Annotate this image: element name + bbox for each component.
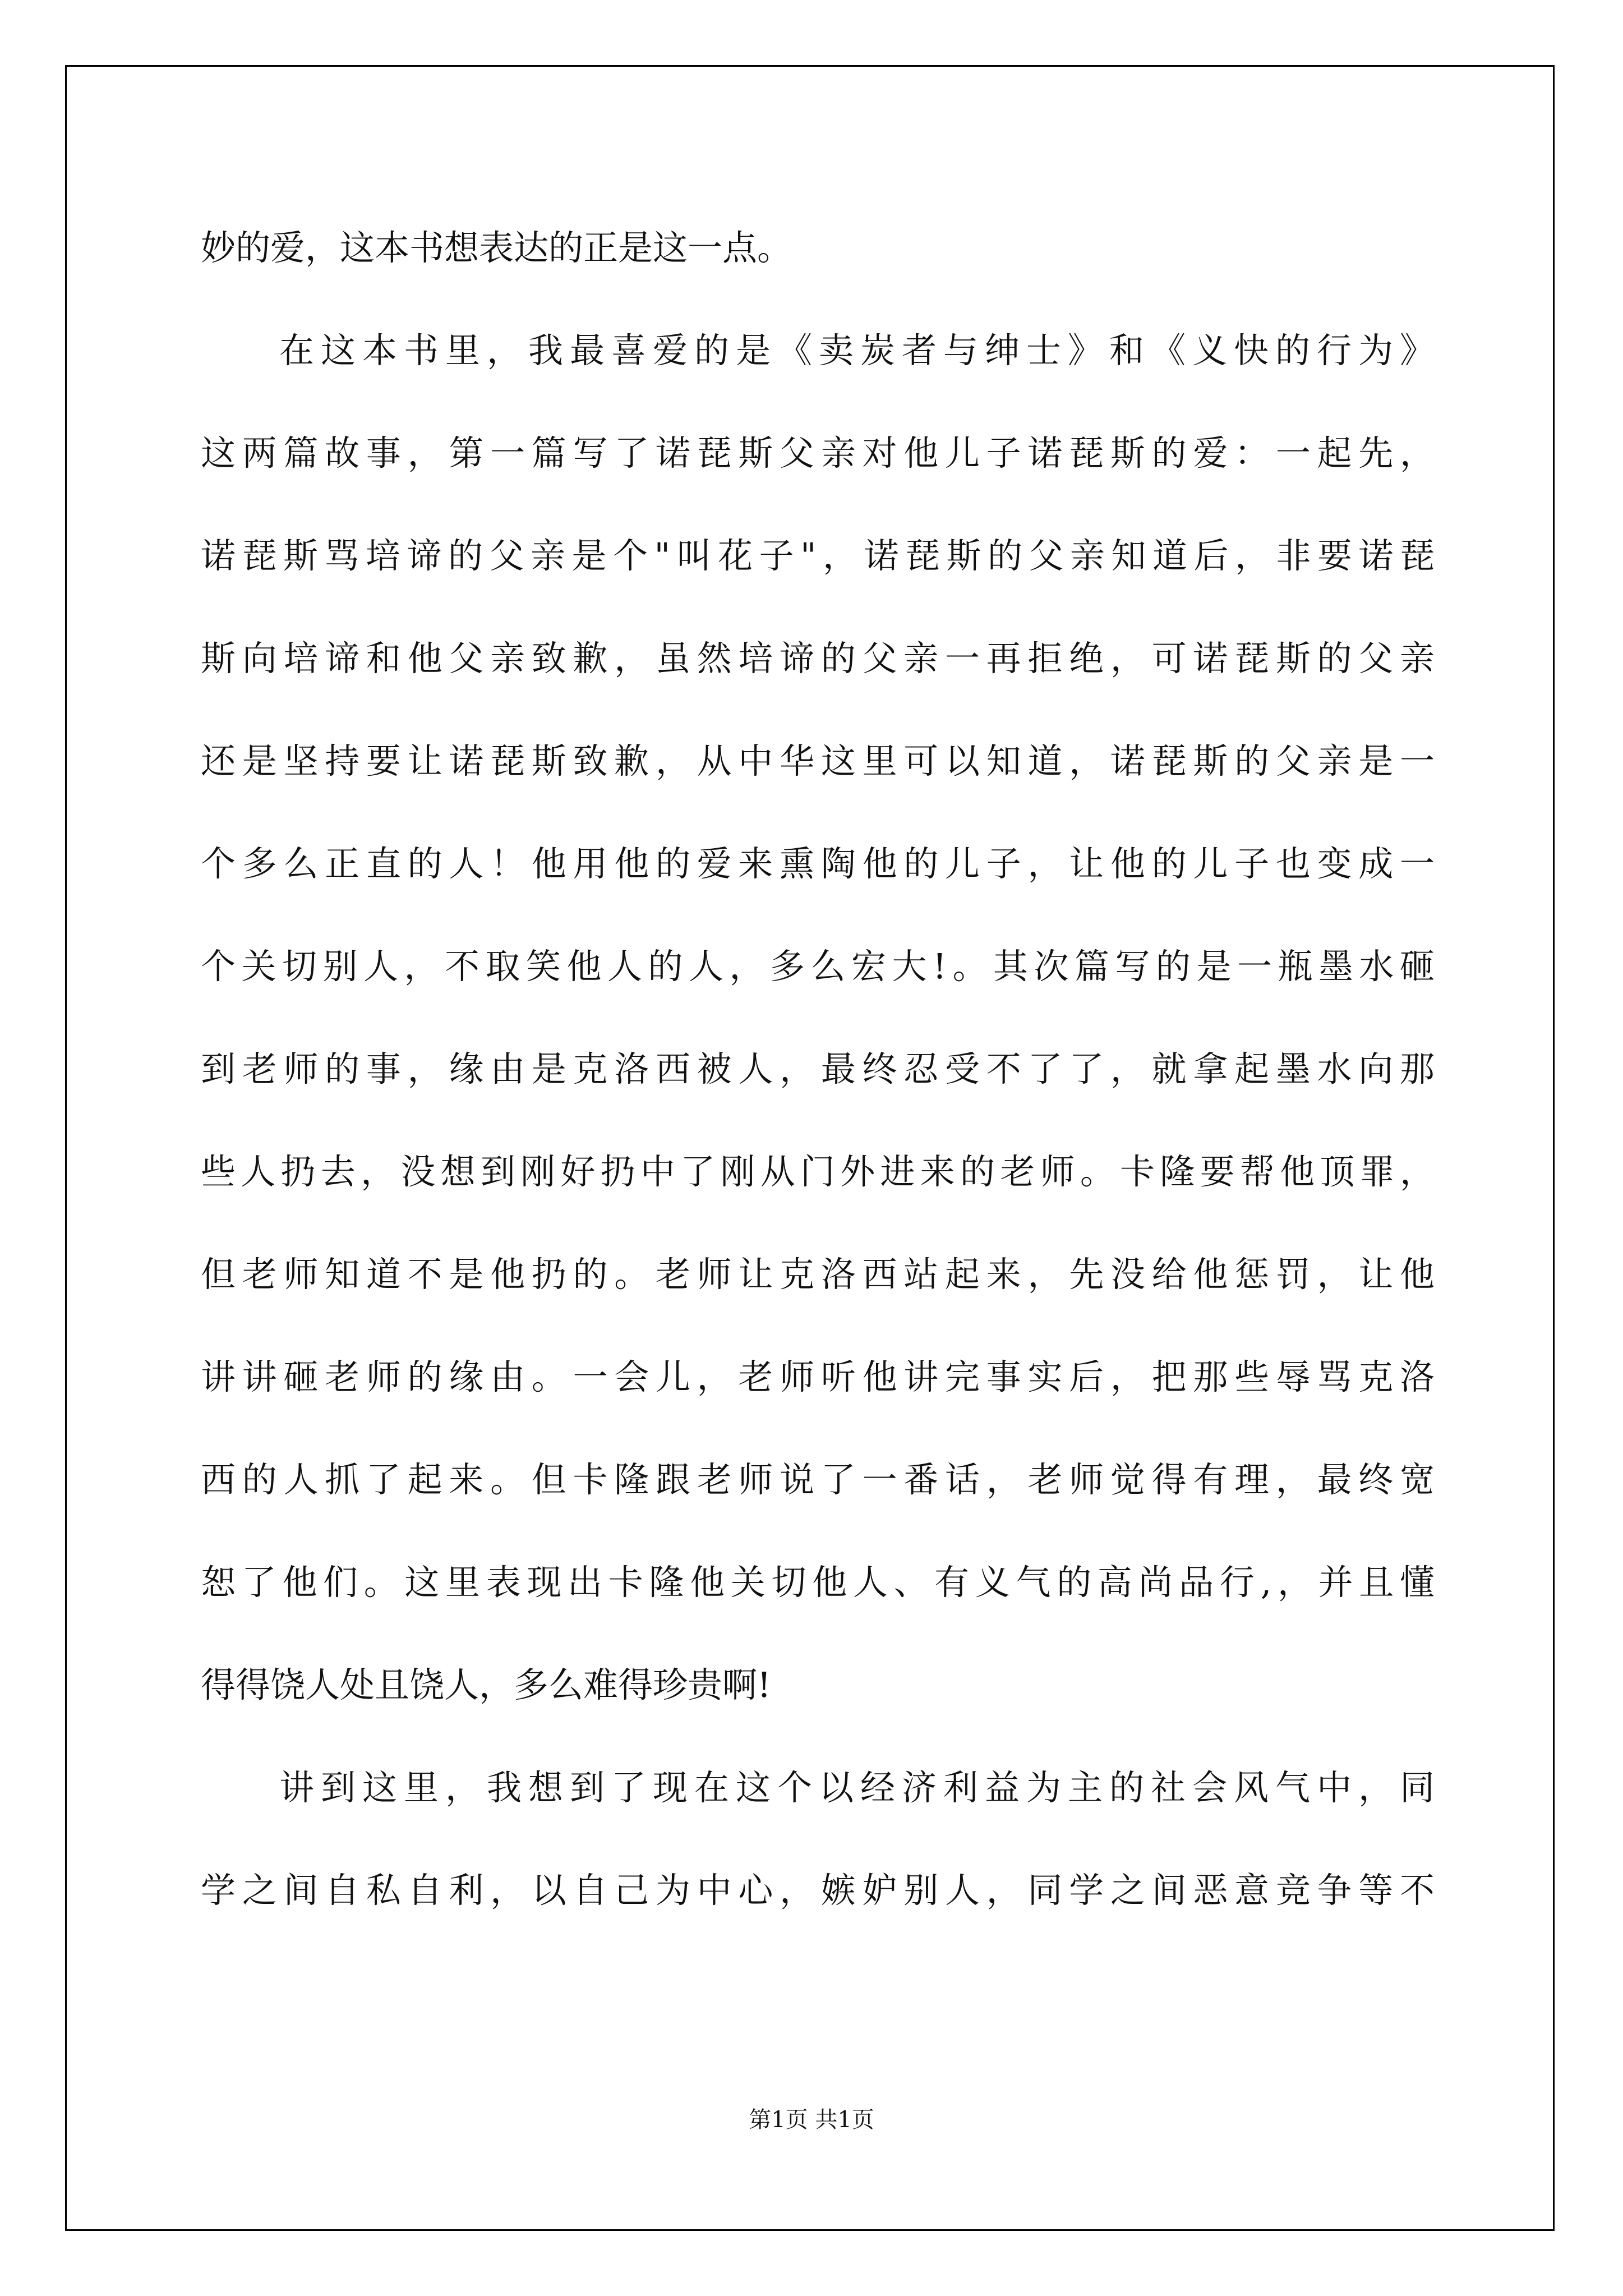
text-line: 在这本书里，我最喜爱的是《卖炭者与绅士》和《义快的行为》 [279, 330, 1435, 371]
text-line: 讲到这里，我想到了现在这个以经济利益为主的社会风气中，同 [279, 1767, 1435, 1808]
document-body [201, 196, 1435, 1941]
text-line: 西的人抓了起来。但卡隆跟老师说了一番话，老师觉得有理，最终宽 [201, 1459, 1435, 1500]
text-line: 这两篇故事，第一篇写了诺琵斯父亲对他儿子诺琵斯的爱：一起先， [201, 432, 1435, 473]
text-line: 学之间自私自利，以自己为中心，嫉妒别人，同学之间恶意竞争等不 [201, 1870, 1435, 1911]
text-line: 但老师知道不是他扔的。老师让克洛西站起来，先没给他惩罚，让他 [201, 1254, 1435, 1295]
text-line: 还是坚持要让诺琵斯致歉，从中华这里可以知道，诺琵斯的父亲是一 [201, 740, 1435, 781]
text-line: 妙的爱，这本书想表达的正是这一点。 [201, 227, 792, 268]
text-line: 恕了他们。这里表现出卡隆他关切他人、有义气的高尚品行,，并且懂 [201, 1562, 1435, 1603]
text-line: 个关切别人，不取笑他人的人，多么宏大!。其次篇写的是一瓶墨水砸 [201, 946, 1435, 987]
page-footer: 第1页 共1页 [749, 2107, 874, 2133]
text-line: 得得饶人处且饶人，多么难得珍贵啊! [201, 1664, 771, 1705]
text-line: 斯向培谛和他父亲致歉，虽然培谛的父亲一再拒绝，可诺琵斯的父亲 [201, 638, 1435, 679]
text-line: 到老师的事，缘由是克洛西被人，最终忍受不了了，就拿起墨水向那 [201, 1048, 1435, 1089]
text-line: 个多么正直的人！他用他的爱来熏陶他的儿子，让他的儿子也变成一 [201, 843, 1435, 884]
text-line: 诺琵斯骂培谛的父亲是个"叫花子"，诺琵斯的父亲知道后，非要诺琵 [201, 535, 1435, 576]
text-line: 讲讲砸老师的缘由。一会儿，老师听他讲完事实后，把那些辱骂克洛 [201, 1356, 1435, 1397]
text-line: 些人扔去，没想到刚好扔中了刚从门外进来的老师。卡隆要帮他顶罪， [201, 1151, 1435, 1192]
